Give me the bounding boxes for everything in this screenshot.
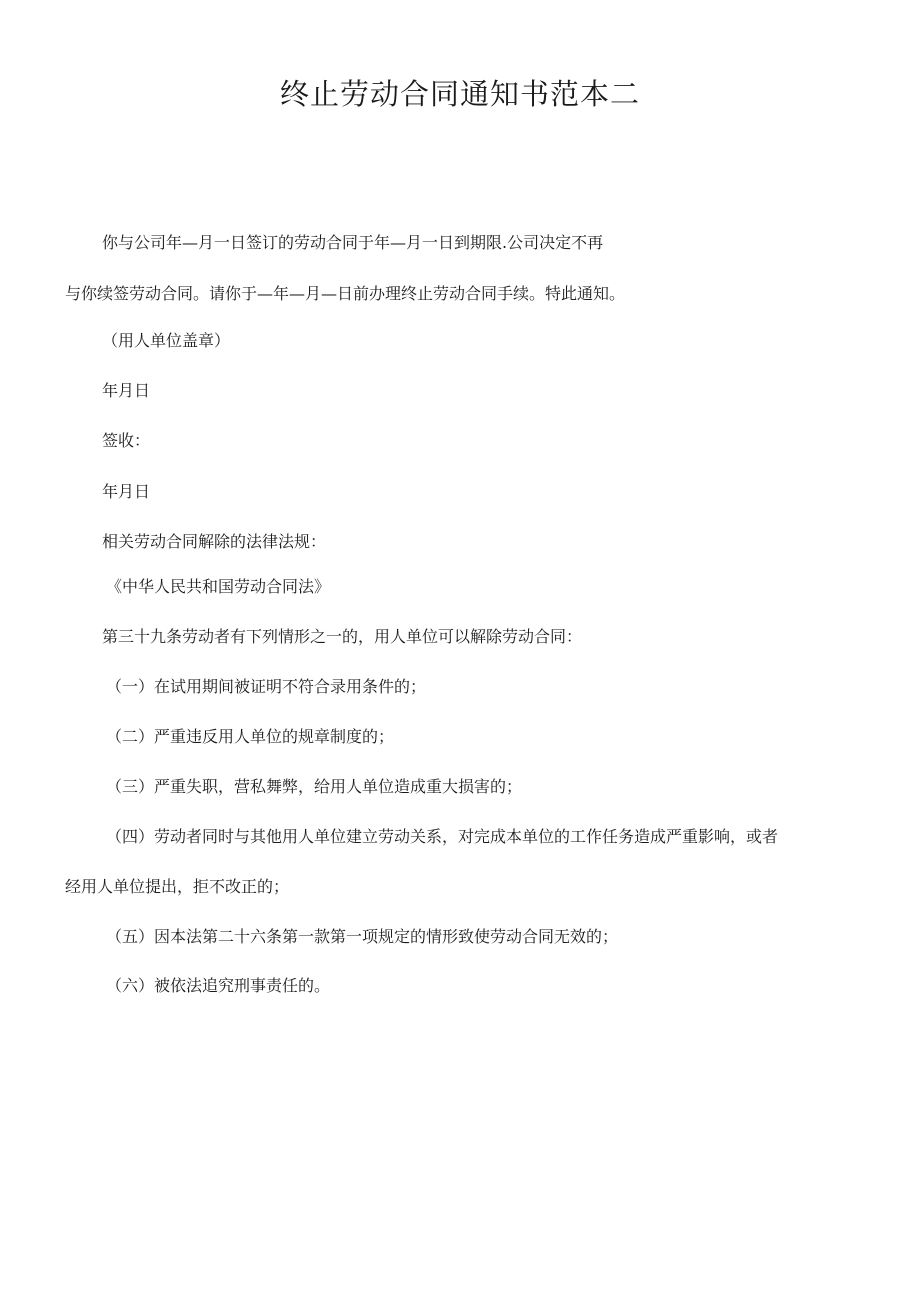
law-name: 《中华人民共和国劳动合同法》 xyxy=(106,577,331,596)
clause-1: （一）在试用期间被证明不符合录用条件的； xyxy=(106,677,427,696)
date-line-1: 年月日 xyxy=(102,381,151,400)
seal-line: （用人单位盖章） xyxy=(102,331,231,350)
sign-label: 签收： xyxy=(102,431,151,450)
clause-3: （三）严重失职，营私舞弊，给用人单位造成重大损害的； xyxy=(106,777,523,796)
clause-2: （二）严重违反用人单位的规章制度的； xyxy=(106,727,395,746)
date-line-2: 年月日 xyxy=(102,482,151,501)
clause-4: （四）劳动者同时与其他用人单位建立劳动关系，对完成本单位的工作任务造成严重影响，或者 xyxy=(106,827,779,846)
document-title: 终止劳动合同通知书范本二 xyxy=(279,77,640,111)
clause-6: （六）被依法追究刑事责任的。 xyxy=(106,976,331,995)
clause-5: （五）因本法第二十六条第一款第一项规定的情形致使劳动合同无效的； xyxy=(106,927,619,946)
related-laws-heading: 相关劳动合同解除的法律法规： xyxy=(102,532,327,551)
article-39: 第三十九条劳动者有下列情形之一的，用人单位可以解除劳动合同： xyxy=(102,627,583,646)
notice-line-1: 你与公司年—月一日签订的劳动合同于年—月一日到期限.公司决定不再 xyxy=(102,233,604,252)
notice-line-2: 与你续签劳动合同。请你于—年—月—日前办理终止劳动合同手续。特此通知。 xyxy=(65,284,626,303)
clause-4-continued: 经用人单位提出，拒不改正的； xyxy=(65,877,290,896)
